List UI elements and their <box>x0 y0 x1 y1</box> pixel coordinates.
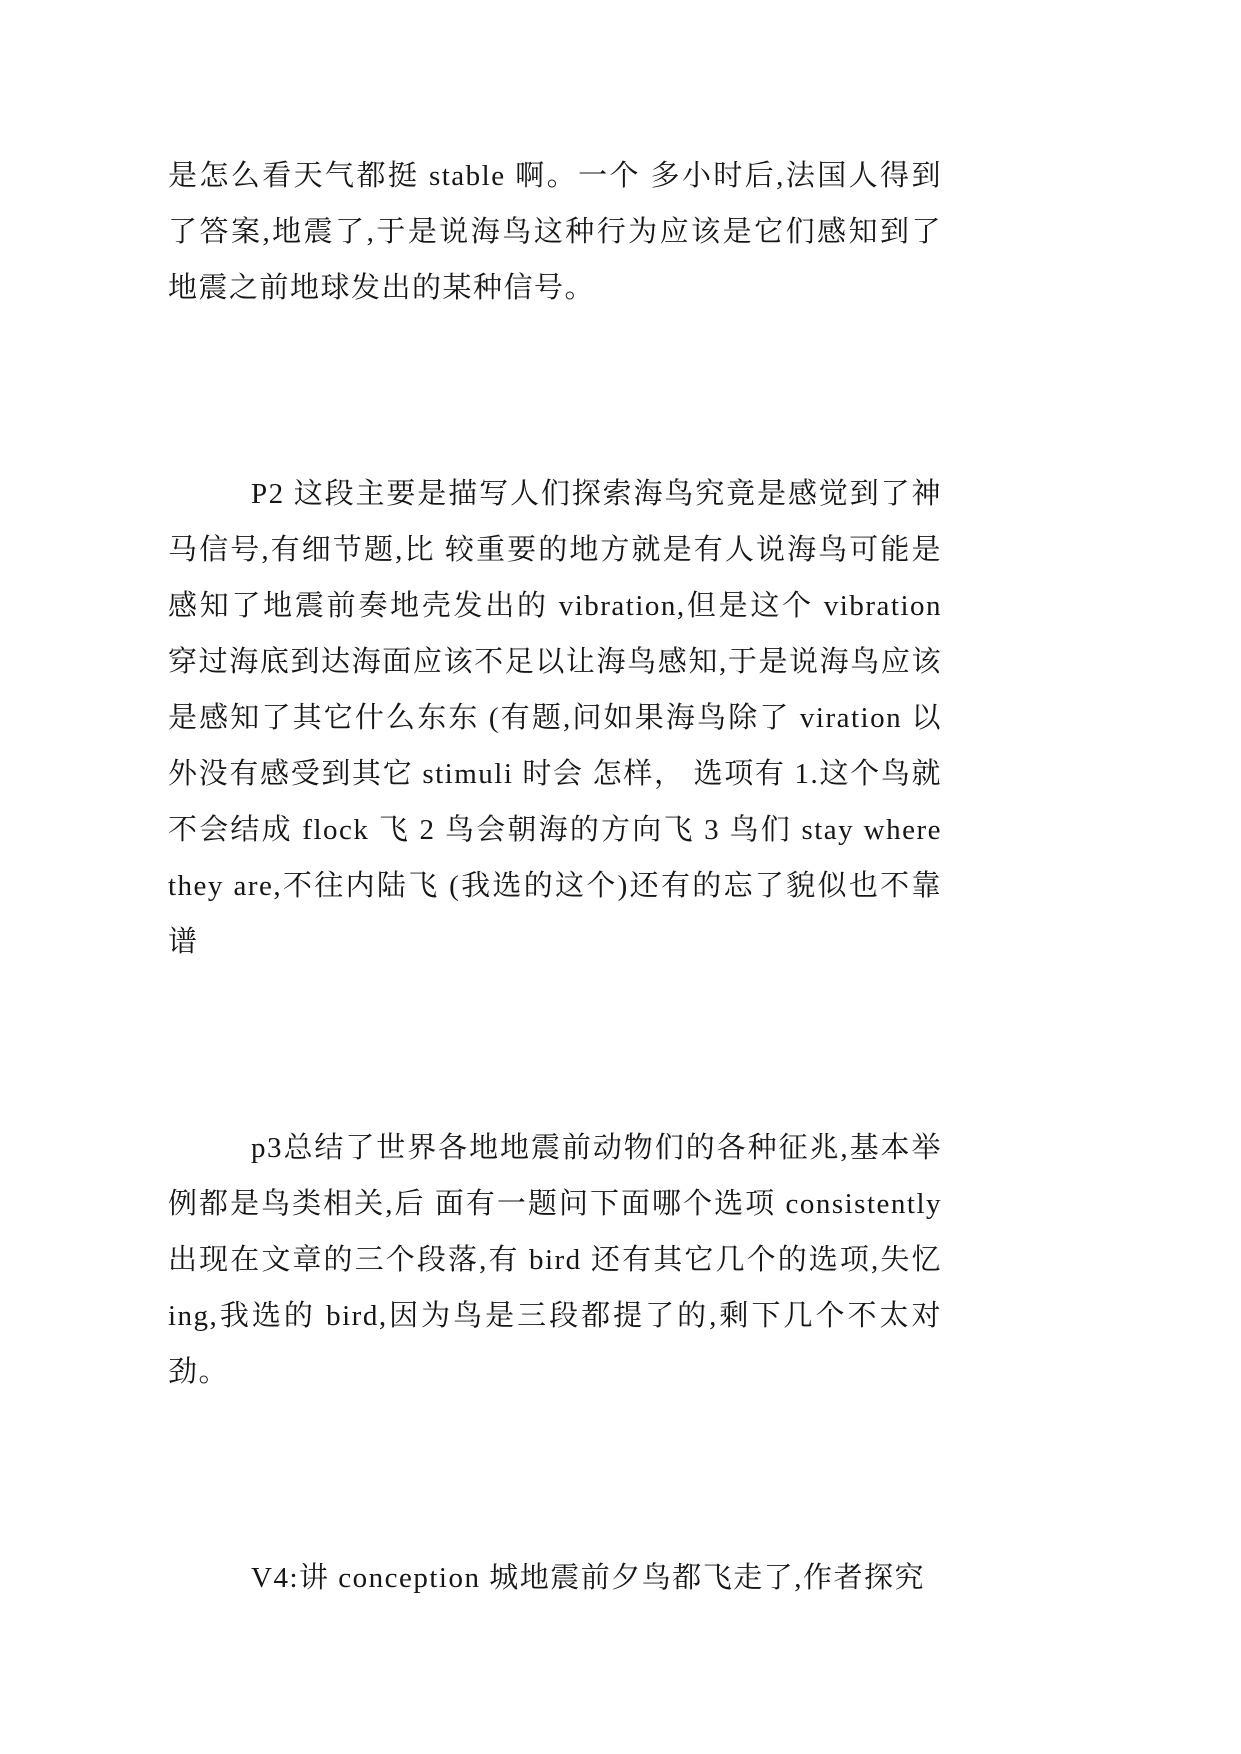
paragraph-v4: V4:讲 conception 城地震前夕鸟都飞走了,作者探究 <box>251 1562 925 1594</box>
paragraph-p2: P2 这段主要是描写人们探索海鸟究竟是感觉到了神马信号,有细节题,比 较重要的地方就是有人说海鸟可能是感知了地震前奏地壳发出的 vibration,但是这个 vibration 穿过海底到达海面应该不足以让海鸟感知,于是说海鸟应该是感知了其它什么东东 (有题,问如果海鸟除了 viration 以外没有感受到其它 stimuli 时会 怎样， 选项有 1.这个鸟就不会结成 flock 飞 2 鸟会朝海的方向飞 3 鸟们 stay where they are,不往内陆飞 (我选的这个)还有的忘了貌似也不靠谱 <box>168 478 942 958</box>
paragraph-p3: p3总结了世界各地地震前动物们的各种征兆,基本举例都是鸟类相关,后 面有一题问下面哪个选项 consistently 出现在文章的三个段落,有 bird 还有其它几个的选项,失忆 ing,我选的 bird,因为鸟是三段都提了的,剩下几个不太对劲。 <box>168 1132 942 1388</box>
paragraph-continuation: 是怎么看天气都挺 stable 啊。一个 多小时后,法国人得到了答案,地震了,于是说海鸟这种行为应该是它们感知到了地震之前地球发出的某种信号。 <box>168 160 942 304</box>
text-block <box>168 148 942 1606</box>
